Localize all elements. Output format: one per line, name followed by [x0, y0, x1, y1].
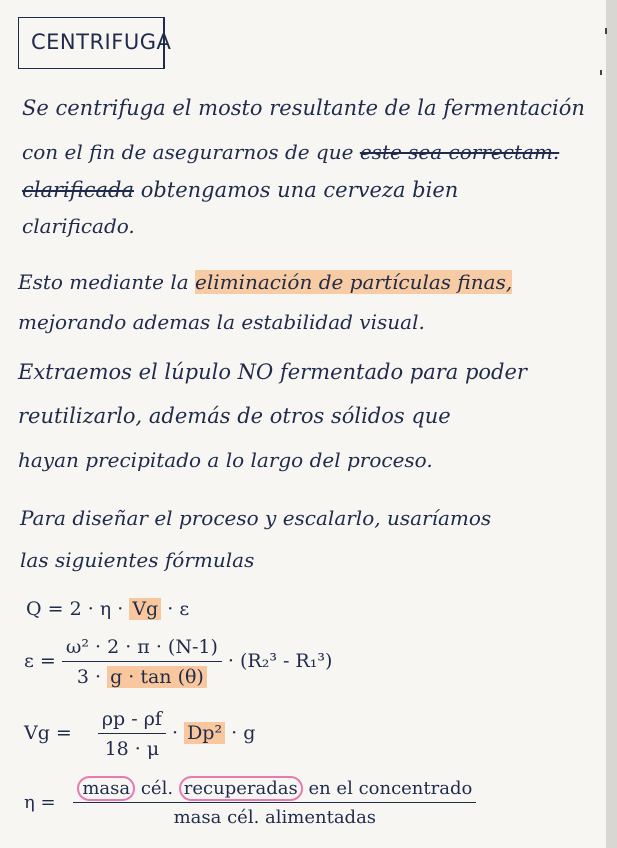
title-box: [18, 17, 172, 69]
text-line: [18, 270, 512, 294]
formula-term: en el concentrado: [308, 778, 473, 799]
fraction-denominator: 18 · μ: [104, 738, 160, 760]
struck-text: clarificada: [22, 178, 135, 202]
circled-term: recuperadas: [179, 776, 303, 801]
page-mark: [605, 28, 607, 34]
struck-text: este sea correctam.: [359, 140, 560, 164]
text-line: hayan precipitado a lo largo del proceso.: [18, 448, 433, 472]
formula-term: · g: [231, 722, 256, 744]
text-line: Extraemos el lúpulo NO fermentado para poder: [18, 360, 527, 384]
text-line: [22, 178, 458, 202]
fraction-numerator: ρp - ρf: [98, 708, 166, 734]
formula-term: 3 ·: [76, 666, 102, 688]
formula-epsilon: [24, 636, 332, 688]
fraction-numerator: [73, 778, 476, 803]
highlighted-term: Vg: [129, 598, 161, 620]
formula-lhs: Vg =: [24, 722, 72, 744]
formula-term: · ε: [167, 598, 190, 620]
text-span: Esto mediante la: [18, 270, 189, 294]
text-line: reutilizarlo, además de otros sólidos que: [18, 404, 451, 428]
formula-vg: [24, 708, 255, 760]
text-span: con el fin de asegurarnos de que: [22, 140, 354, 164]
fraction: [98, 708, 166, 760]
fraction-denominator: [62, 662, 222, 688]
highlighted-term: g · tan (θ): [107, 666, 207, 688]
fraction: [73, 778, 476, 828]
highlighted-term: Dp²: [184, 722, 225, 744]
page-title: CENTRIFUGA: [31, 30, 172, 54]
formula-term: cél.: [140, 778, 174, 799]
page-mark: [600, 70, 602, 75]
text-line: [22, 140, 559, 164]
page-edge: [606, 0, 617, 848]
highlighted-text: eliminación de partículas finas,: [195, 270, 513, 294]
text-line: Para diseñar el proceso y escalarlo, usaríamos: [20, 506, 492, 530]
fraction-denominator: masa cél. alimentadas: [173, 807, 377, 828]
formula-eta: [24, 778, 476, 828]
formula-q: [26, 598, 189, 620]
text-line: clarificado.: [22, 214, 135, 238]
formula-term: ·: [171, 722, 179, 744]
text-line: las siguientes fórmulas: [20, 548, 255, 572]
formula-term: 2 · η ·: [69, 598, 124, 620]
fraction-numerator: ω² · 2 · π · (N-1): [62, 636, 222, 662]
text-line: mejorando ademas la estabilidad visual.: [18, 310, 425, 334]
formula-lhs: η =: [24, 792, 56, 813]
formula-lhs: Q =: [26, 598, 64, 620]
fraction: [62, 636, 222, 688]
formula-lhs: ε =: [24, 650, 56, 672]
text-span: obtengamos una cerveza bien: [140, 178, 459, 202]
circled-term: masa: [77, 776, 135, 801]
formula-term: · (R₂³ - R₁³): [227, 650, 333, 672]
text-line: Se centrifuga el mosto resultante de la fermentación: [22, 96, 585, 120]
